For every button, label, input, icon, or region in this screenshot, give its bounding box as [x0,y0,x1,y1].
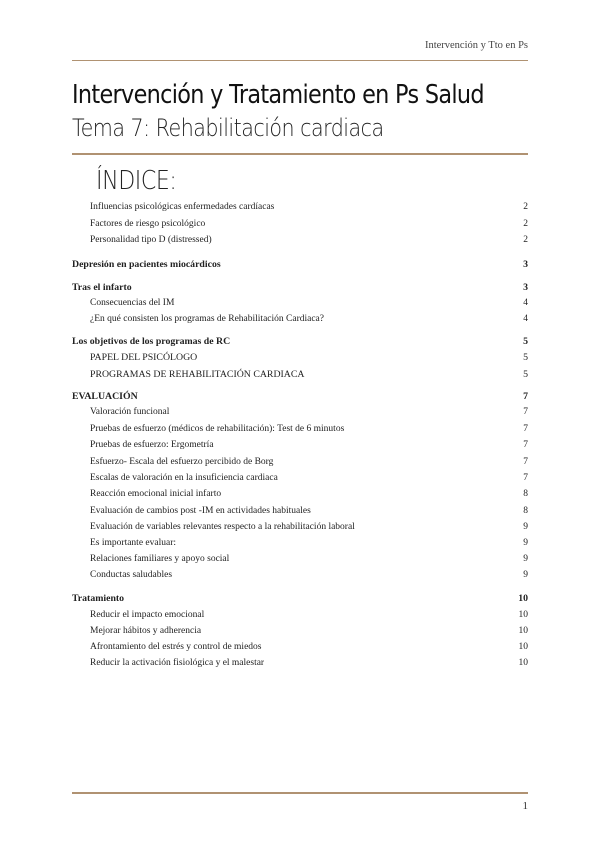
document-title: Intervención y Tratamiento en Ps Salud [72,80,484,110]
toc-entry-label: Esfuerzo- Escala del esfuerzo percibido de Borg [90,457,274,467]
toc-section-label: Tratamiento [72,593,125,604]
toc-entry[interactable] [72,570,528,580]
toc-section-label: Tras el infarto [72,282,132,293]
toc-entry[interactable] [72,554,528,564]
header-divider [72,60,528,61]
toc-entry-page: 10 [518,642,528,652]
toc-entry[interactable] [72,298,528,308]
toc-entry-page: 9 [523,538,528,548]
toc-entry-label: Relaciones familiares y apoyo social [90,554,230,564]
footer-divider [72,792,528,794]
toc-entry-label: Afrontamiento del estrés y control de miedos [90,642,262,652]
toc-entry-label: Consecuencias del IM [90,298,175,308]
toc-entry-page: 10 [518,626,528,636]
toc-section[interactable] [72,336,528,347]
document-subtitle: Tema 7: Rehabilitación cardiaca [72,114,384,142]
toc-entry-page: 9 [523,554,528,564]
running-header: Intervención y Tto en Ps [424,40,528,51]
toc-entry-page: 4 [523,298,528,308]
toc-entry-label: Factores de riesgo psicológico [90,219,206,229]
title-divider [72,153,528,155]
toc-entry[interactable] [72,219,528,229]
toc-entry-page: 7 [523,473,528,483]
toc-entry-label: Pruebas de esfuerzo: Ergometría [90,440,214,450]
toc-entry-label: Mejorar hábitos y adherencia [90,626,202,636]
toc-entry-page: 7 [523,457,528,467]
toc-entry-label: Valoración funcional [90,407,170,417]
toc-entry-page: 5 [523,369,528,380]
toc-entry-label: Reacción emocional inicial infarto [90,489,222,499]
toc-section-label: Los objetivos de los programas de RC [72,336,231,347]
toc-entry[interactable] [72,642,528,652]
toc-section-page: 10 [518,593,528,604]
toc-entry-label: Evaluación de cambios post -IM en actividades habituales [90,506,311,516]
toc-entry-page: 2 [523,219,528,229]
toc-section[interactable] [72,391,528,402]
toc-section-page: 5 [523,336,528,347]
toc-entry-page: 2 [523,202,528,212]
toc-entry[interactable] [72,457,528,467]
toc-entry[interactable] [72,522,528,532]
toc-entry[interactable] [72,202,528,212]
toc-entry-page: 8 [523,489,528,499]
toc-entry[interactable] [72,369,528,380]
toc-entry-label: ¿En qué consisten los programas de Rehabilitación Cardiaca? [90,314,324,324]
toc-entry-label: PROGRAMAS DE REHABILITACIÓN CARDIACA [90,369,305,380]
toc-section-label: Depresión en pacientes miocárdicos [72,259,221,270]
toc-entry-page: 4 [523,314,528,324]
toc-entry-label: Evaluación de variables relevantes respecto a la rehabilitación laboral [90,522,355,532]
page-number: 1 [522,800,528,812]
toc-entry-label: Personalidad tipo D (distressed) [90,235,212,245]
toc-entry[interactable] [72,626,528,636]
toc-entry-page: 9 [523,522,528,532]
toc-entry[interactable] [72,658,528,668]
toc-entry-page: 10 [518,610,528,620]
toc-entry[interactable] [72,538,528,548]
toc-entry[interactable] [72,473,528,483]
toc-entry[interactable] [72,489,528,499]
toc-entry[interactable] [72,506,528,516]
index-heading: ÍNDICE: [96,166,177,196]
toc-entry[interactable] [72,407,528,417]
toc-entry-label: Conductas saludables [90,570,173,580]
toc-entry-page: 9 [523,570,528,580]
toc-section[interactable] [72,282,528,293]
toc-entry-page: 5 [523,352,528,363]
toc-entry-page: 7 [523,407,528,417]
toc-entry[interactable] [72,424,528,434]
toc-entry-page: 10 [518,658,528,668]
toc-entry[interactable] [72,440,528,450]
toc-entry[interactable] [72,314,528,324]
toc-entry-label: Pruebas de esfuerzo (médicos de rehabilitación): Test de 6 minutos [90,424,345,434]
toc-section-page: 3 [523,259,528,270]
toc-entry-label: Influencias psicológicas enfermedades cardíacas [90,202,275,212]
toc-section-page: 3 [523,282,528,293]
toc-entry[interactable] [72,235,528,245]
toc-entry-label: Escalas de valoración en la insuficiencia cardiaca [90,473,278,483]
toc-entry-page: 7 [523,424,528,434]
toc-entry-page: 2 [523,235,528,245]
toc-entry[interactable] [72,610,528,620]
toc-section[interactable] [72,593,528,604]
toc-entry-page: 8 [523,506,528,516]
toc-entry-label: PAPEL DEL PSICÓLOGO [90,352,198,363]
toc-section-page: 7 [523,391,528,402]
toc-section-label: EVALUACIÓN [72,391,138,402]
toc-entry-label: Es importante evaluar: [90,538,176,548]
toc-entry-label: Reducir la activación fisiológica y el malestar [90,658,265,668]
toc-entry[interactable] [72,352,528,363]
toc-entry-label: Reducir el impacto emocional [90,610,205,620]
toc-section[interactable] [72,259,528,270]
toc-entry-page: 7 [523,440,528,450]
